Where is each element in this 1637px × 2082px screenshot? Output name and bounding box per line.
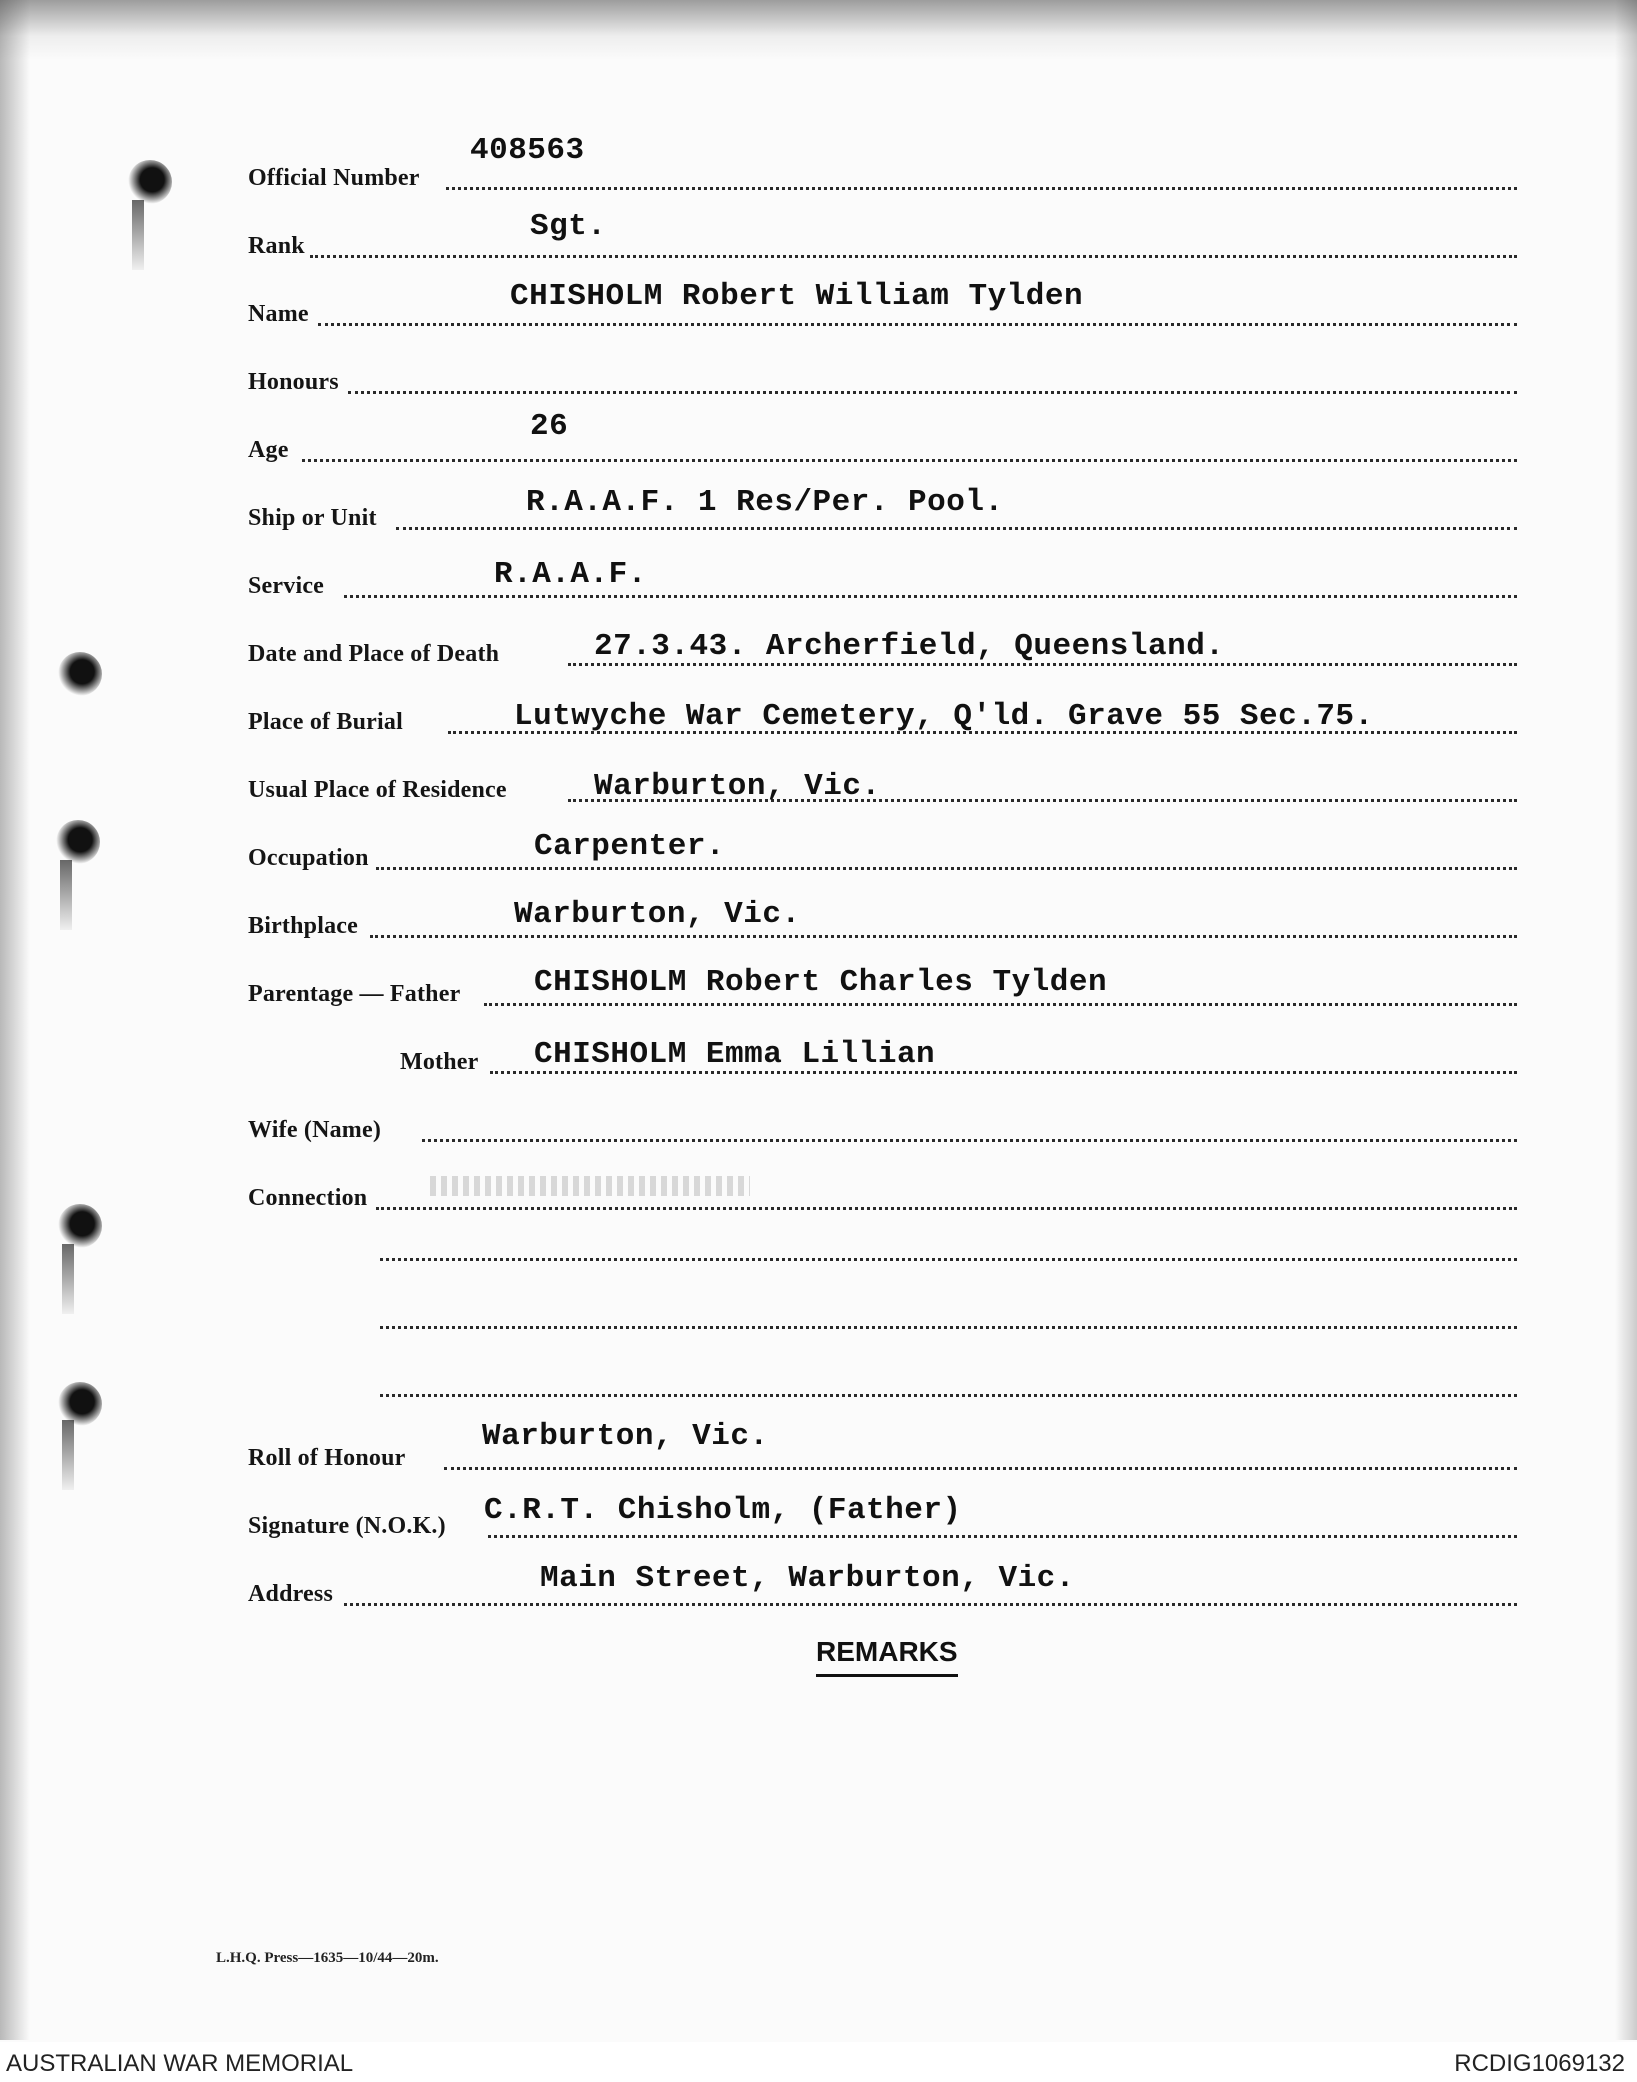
scan-shadow-right bbox=[1615, 0, 1637, 2040]
field-signature-nok bbox=[248, 1486, 1517, 1546]
field-value: C.R.T. Chisholm, (Father) bbox=[484, 1493, 962, 1528]
dotted-leader bbox=[344, 1603, 1517, 1606]
dotted-leader bbox=[444, 1467, 1517, 1470]
dotted-leader bbox=[422, 1139, 1517, 1142]
field-address bbox=[248, 1554, 1517, 1614]
field-value: Main Street, Warburton, Vic. bbox=[540, 1561, 1075, 1596]
punch-hole-icon bbox=[58, 652, 102, 696]
press-mark: L.H.Q. Press—1635—10/44—20m. bbox=[216, 1950, 439, 1966]
field-ship-or-unit bbox=[248, 478, 1517, 538]
field-label: Signature (N.O.K.) bbox=[248, 1513, 446, 1539]
dotted-leader bbox=[484, 1003, 1517, 1006]
punch-hole-icon bbox=[128, 160, 172, 204]
field-mother bbox=[400, 1022, 1517, 1082]
punch-streak bbox=[60, 860, 72, 930]
field-value: 408563 bbox=[470, 133, 585, 168]
field-label: Date and Place of Death bbox=[248, 641, 500, 667]
punch-hole-icon bbox=[58, 1204, 102, 1248]
field-value: Carpenter. bbox=[534, 829, 726, 864]
field-label: Address bbox=[248, 1581, 333, 1607]
dotted-leader bbox=[396, 527, 1517, 530]
field-value: R.A.A.F. 1 Res/Per. Pool. bbox=[526, 485, 1004, 520]
field-value: Warburton, Vic. bbox=[482, 1419, 769, 1454]
field-value: Warburton, Vic. bbox=[514, 897, 801, 932]
field-honours bbox=[248, 342, 1517, 402]
archive-reference: RCDIG1069132 bbox=[1454, 2050, 1625, 2077]
dotted-leader bbox=[376, 1207, 1517, 1210]
field-label: Occupation bbox=[248, 845, 369, 871]
field-value: CHISHOLM Robert William Tylden bbox=[510, 279, 1084, 314]
field-wife-name bbox=[248, 1090, 1517, 1150]
field-label: Wife (Name) bbox=[248, 1117, 382, 1143]
field-value: Warburton, Vic. bbox=[594, 769, 881, 804]
field-label: Mother bbox=[400, 1049, 479, 1075]
field-name bbox=[248, 274, 1517, 334]
field-label: Roll of Honour bbox=[248, 1445, 406, 1471]
field-usual-residence bbox=[248, 750, 1517, 810]
field-value: CHISHOLM Emma Lillian bbox=[534, 1037, 936, 1072]
field-value: 27.3.43. Archerfield, Queensland. bbox=[594, 629, 1225, 664]
field-label: Parentage — Father bbox=[248, 981, 461, 1007]
dotted-leader bbox=[488, 1535, 1517, 1538]
field-label: Service bbox=[248, 573, 325, 599]
blank-line bbox=[380, 1258, 1517, 1261]
field-value: 26 bbox=[530, 409, 569, 444]
field-label: Birthplace bbox=[248, 913, 358, 939]
field-label: Place of Burial bbox=[248, 709, 403, 735]
dotted-leader bbox=[302, 459, 1517, 462]
field-value: CHISHOLM Robert Charles Tylden bbox=[534, 965, 1108, 1000]
dotted-leader bbox=[376, 867, 1517, 870]
archive-name: AUSTRALIAN WAR MEMORIAL bbox=[6, 2050, 354, 2077]
dotted-leader bbox=[310, 255, 1517, 258]
field-birthplace bbox=[248, 886, 1517, 946]
field-service bbox=[248, 546, 1517, 606]
field-value: Lutwyche War Cemetery, Q'ld. Grave 55 Sec.75. bbox=[514, 699, 1374, 734]
field-label: Honours bbox=[248, 369, 339, 395]
field-date-place-of-death bbox=[248, 614, 1517, 674]
field-official-number bbox=[248, 133, 1517, 198]
field-rank bbox=[248, 206, 1517, 266]
field-place-of-burial bbox=[248, 682, 1517, 742]
field-roll-of-honour bbox=[248, 1418, 1517, 1478]
dotted-leader bbox=[348, 391, 1517, 394]
dotted-leader bbox=[370, 935, 1517, 938]
punch-hole-icon bbox=[56, 820, 100, 864]
archive-footer bbox=[0, 2042, 1637, 2082]
blank-line bbox=[380, 1394, 1517, 1397]
punch-streak bbox=[62, 1244, 74, 1314]
field-label: Rank bbox=[248, 233, 305, 259]
field-label: Ship or Unit bbox=[248, 505, 377, 531]
remarks-heading: REMARKS bbox=[816, 1636, 958, 1677]
field-label: Usual Place of Residence bbox=[248, 777, 507, 803]
field-father bbox=[248, 954, 1517, 1014]
field-value: R.A.A.F. bbox=[494, 557, 647, 592]
field-age bbox=[248, 410, 1517, 470]
field-label: Official Number bbox=[248, 165, 420, 191]
punch-streak bbox=[132, 200, 144, 270]
field-label: Name bbox=[248, 301, 309, 327]
field-value: Sgt. bbox=[530, 209, 607, 244]
field-label: Connection bbox=[248, 1185, 368, 1211]
dotted-leader bbox=[318, 323, 1517, 326]
scan-shadow-top bbox=[0, 0, 1637, 60]
field-occupation bbox=[248, 818, 1517, 878]
faded-text-smudge bbox=[430, 1176, 750, 1196]
dotted-leader bbox=[344, 595, 1517, 598]
dotted-leader bbox=[446, 187, 1517, 190]
blank-line bbox=[380, 1326, 1517, 1329]
field-label: Age bbox=[248, 437, 289, 463]
scan-shadow-left bbox=[0, 0, 30, 2040]
punch-streak bbox=[62, 1420, 74, 1490]
